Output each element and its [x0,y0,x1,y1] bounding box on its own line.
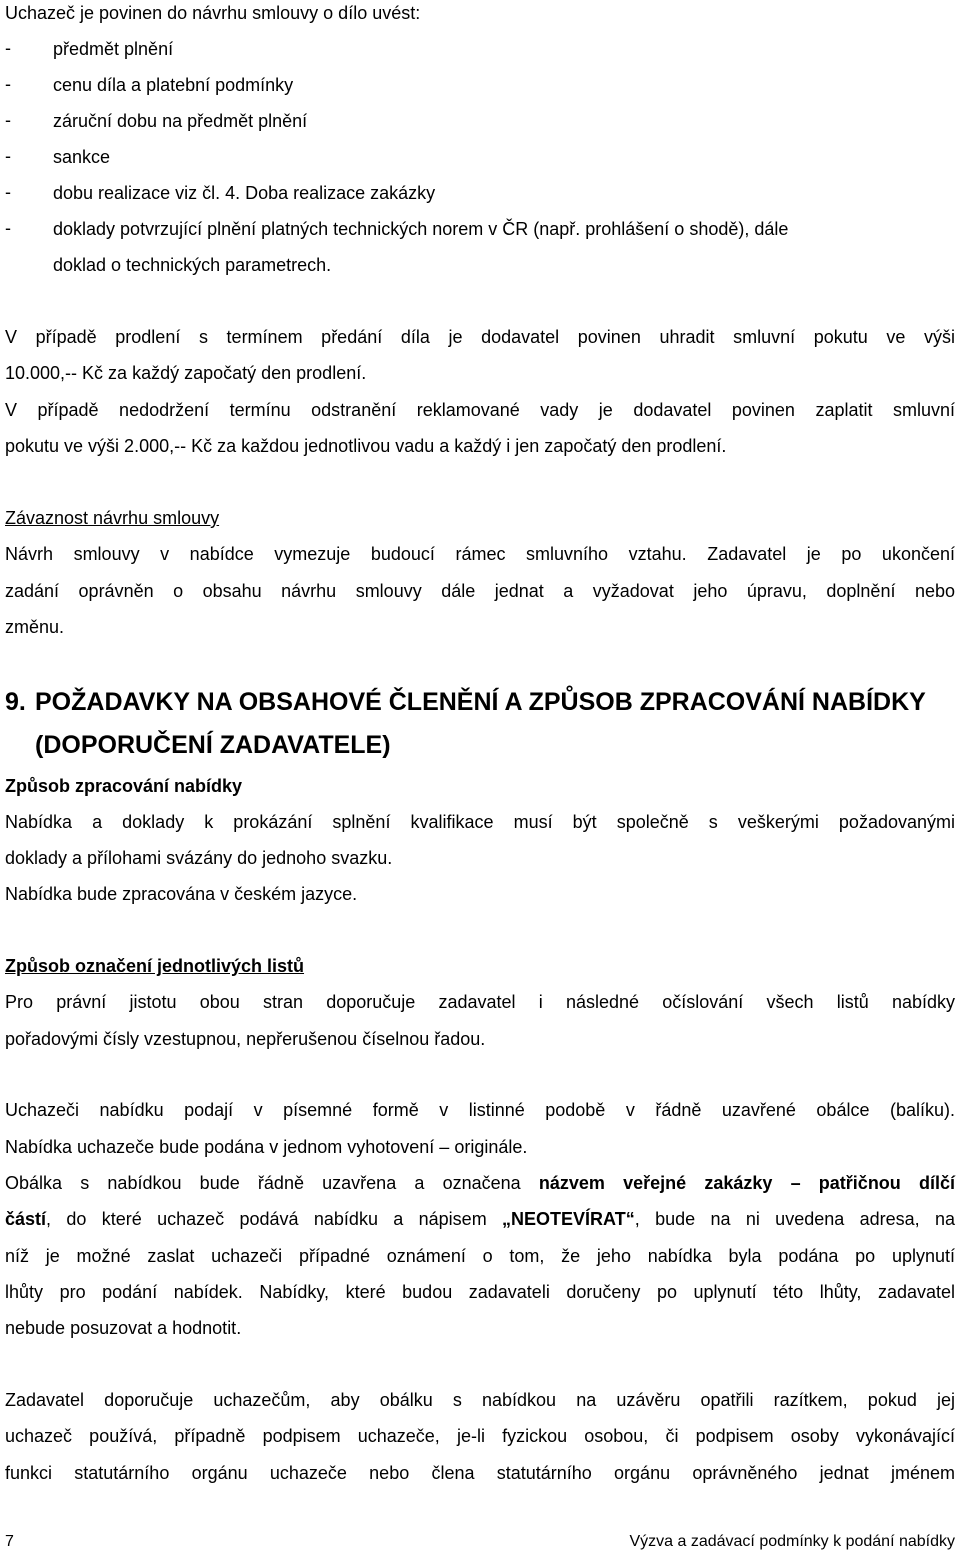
processing-heading: Způsob zpracování nabídky [5,776,243,796]
stamp-recommendation-text: funkci statutárního orgánu uchazeče nebo člena statutárního orgánu oprávněného jednat jménem [5,1463,955,1483]
stamp-recommendation-text: uchazeč používá, případně podpisem uchazeče, je-li fyzickou osobou, či podpisem osoby vykonávající [5,1426,955,1446]
sheet-marking-heading: Způsob označení jednotlivých listů [5,956,305,976]
contract-binding-heading: Závaznost návrhu smlouvy [5,508,220,528]
envelope-line: nebude posuzovat a hodnotit. [5,1318,242,1338]
section-subtitle: (DOPORUČENÍ ZADAVATELE) [35,731,391,759]
list-item-text: doklady potvrzující plnění platných technických norem v ČR (např. prohlášení o shodě), dále [53,219,789,239]
footer-document-title: Výzva a zadávací podmínky k podání nabídky [629,1533,955,1550]
sheet-marking-text: pořadovými čísly vzestupnou, nepřerušenou číselnou řadou. [5,1029,486,1049]
stamp-recommendation-text: Zadavatel doporučuje uchazečům, aby obálku s nabídkou na uzávěru opatřili razítkem, pokud jej [5,1390,955,1410]
contract-binding-text: změnu. [5,617,65,637]
penalty-paragraph-line: V případě prodlení s termínem předání díla je dodavatel povinen uhradit smluvní pokutu ve výši [5,327,955,347]
list-item-text: předmět plnění [53,39,174,59]
list-item [5,74,955,96]
section-number: 9. [5,688,26,716]
section-title: POŽADAVKY NA OBSAHOVÉ ČLENĚNÍ A ZPŮSOB ZPRACOVÁNÍ NABÍDKY [35,688,926,716]
processing-text: Nabídka a doklady k prokázání splnění kvalifikace musí být společně s veškerými požadovanými [5,812,955,832]
envelope-line: níž je možné zaslat uchazeči případné oznámení o tom, že jeho nabídka byla podána po uplynutí [5,1246,955,1266]
envelope-line: lhůty pro podání nabídek. Nabídky, které budou zadavateli doručeny po uplynutí této lhůty, zadavatel [5,1282,955,1302]
list-item-text: dobu realizace viz čl. 4. Doba realizace zakázky [53,183,436,203]
defect-penalty-line: pokutu ve výši 2.000,-- Kč za každou jednotlivou vadu a každý i jen započatý den prodlení. [5,436,727,456]
list-dash: - [5,110,11,130]
envelope-line [5,1172,955,1194]
envelope-emphasis: částí [5,1209,47,1229]
do-not-open-label: „NEOTEVÍRAT“ [502,1209,635,1229]
list-item-text: sankce [53,147,111,167]
submission-text: Uchazeči nabídku podají v písemné formě v listinné podobě v řádně uzavřené obálce (balíku). [5,1100,955,1120]
processing-text: Nabídka bude zpracována v českém jazyce. [5,884,358,904]
defect-penalty-line: V případě nedodržení termínu odstranění reklamované vady je dodavatel povinen zaplatit smluvní [5,400,955,420]
list-item [5,110,955,132]
list-dash: - [5,182,11,202]
list-dash: - [5,146,11,166]
intro-text: Uchazeč je povinen do návrhu smlouvy o dílo uvést: [5,3,421,23]
envelope-text: , do které uchazeč podává nabídku a nápisem [46,1209,503,1229]
list-dash: - [5,38,11,58]
penalty-paragraph-line: 10.000,-- Kč za každý započatý den prodlení. [5,363,367,383]
processing-text: doklady a přílohami svázány do jednoho svazku. [5,848,393,868]
submission-text: Nabídka uchazeče bude podána v jednom vyhotovení – originále. [5,1137,528,1157]
list-dash: - [5,218,11,238]
list-item [5,218,955,240]
sheet-marking-text: Pro právní jistotu obou stran doporučuje zadavatel i následné očíslování všech listů nabídky [5,992,955,1012]
envelope-text: , bude na ni uvedena adresa, na [634,1209,955,1229]
list-item [5,38,955,60]
envelope-text: Obálka s nabídkou bude řádně uzavřena a označena [5,1173,539,1193]
envelope-emphasis: názvem veřejné zakázky – patřičnou dílčí [538,1173,956,1193]
list-item-text: cenu díla a platební podmínky [53,75,294,95]
list-item-text: doklad o technických parametrech. [53,255,332,275]
list-item [5,146,955,168]
contract-binding-text: zadání oprávněn o obsahu návrhu smlouvy dále jednat a vyžadovat jeho úpravu, doplnění nebo [5,581,955,601]
page-number: 7 [5,1533,14,1550]
list-dash: - [5,74,11,94]
list-item [5,182,955,204]
contract-binding-text: Návrh smlouvy v nabídce vymezuje budoucí rámec smluvního vztahu. Zadavatel je po ukončení [5,544,955,564]
list-item [5,254,955,276]
list-item-text: záruční dobu na předmět plnění [53,111,308,131]
envelope-line [5,1208,955,1230]
